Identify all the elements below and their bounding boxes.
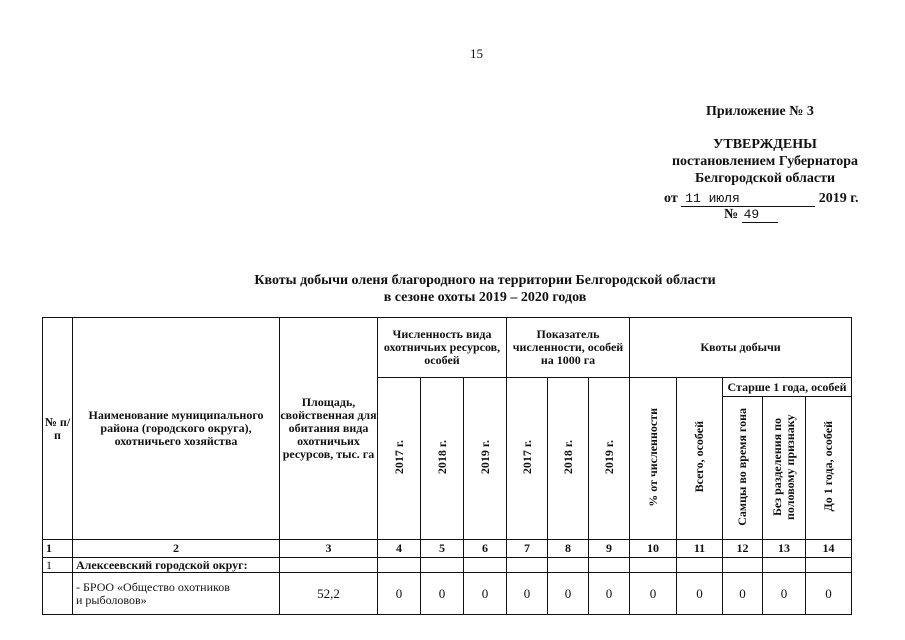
colnum-6: 6 <box>464 540 507 558</box>
header-males <box>723 397 763 540</box>
section-row <box>43 558 852 573</box>
date-suffix: 2019 г. <box>818 191 859 206</box>
colnum-14: 14 <box>806 540 852 558</box>
row-young: 0 <box>806 573 852 615</box>
header-row-1 <box>43 318 852 378</box>
header-density-group: Показатель численности, особей на 1000 га <box>507 318 630 378</box>
header-young-text: До 1 года, особей <box>821 421 835 512</box>
row-den-2019: 0 <box>589 573 630 615</box>
table-row <box>43 573 852 615</box>
quota-table <box>42 317 852 615</box>
row-name <box>73 573 280 615</box>
header-pop-2017 <box>378 378 421 540</box>
date-fill: 11 июля <box>681 191 815 207</box>
header-den-2018-text: 2018 г. <box>560 439 575 475</box>
colnum-4: 4 <box>378 540 421 558</box>
approval-number <box>724 207 778 223</box>
header-num: № п/п <box>43 318 73 540</box>
row-pct: 0 <box>630 573 677 615</box>
column-number-row <box>43 540 852 558</box>
approval-date <box>664 191 858 207</box>
row-pop-2019: 0 <box>464 573 507 615</box>
header-young <box>806 397 852 540</box>
header-pop-2018-text: 2018 г. <box>434 439 449 475</box>
colnum-13: 13 <box>763 540 806 558</box>
header-quota-group: Квоты добычи <box>630 318 852 378</box>
header-total <box>677 378 723 540</box>
header-nosex-text: Без разделения по половому признаку <box>770 413 797 520</box>
header-nosex <box>763 397 806 540</box>
row-name-line-2: и рыболовов» <box>76 592 147 607</box>
page-number: 15 <box>470 46 483 61</box>
row-pop-2017: 0 <box>378 573 421 615</box>
row-nosex: 0 <box>763 573 806 615</box>
colnum-11: 11 <box>677 540 723 558</box>
approval-line-3: Белгородской области <box>694 171 836 186</box>
number-fill: 49 <box>742 207 778 223</box>
header-den-2017-text: 2017 г. <box>519 439 534 475</box>
header-total-text: Всего, особей <box>692 421 706 493</box>
approval-heading: УТВЕРЖДЕНЫ <box>713 137 817 152</box>
colnum-3: 3 <box>280 540 378 558</box>
document-title <box>120 272 850 306</box>
row-name-line-1: - БРОО «Общество охотников <box>76 579 230 594</box>
header-den-2019 <box>589 378 630 540</box>
header-den-2017 <box>507 378 548 540</box>
header-den-2018 <box>548 378 589 540</box>
colnum-10: 10 <box>630 540 677 558</box>
row-den-2018: 0 <box>548 573 589 615</box>
title-line-2: в сезоне охоты 2019 – 2020 годов <box>383 290 587 305</box>
number-prefix: № <box>724 207 739 222</box>
header-older-group: Старше 1 года, особей <box>723 378 852 397</box>
row-den-2017: 0 <box>507 573 548 615</box>
header-pct <box>630 378 677 540</box>
header-pop-2019 <box>464 378 507 540</box>
header-name: Наименование муниципального района (городского округа), охотничьего хозяйства <box>73 318 280 540</box>
header-males-text: Самцы во время гона <box>735 407 749 526</box>
row-pop-2018: 0 <box>421 573 464 615</box>
title-line-1: Квоты добычи оленя благородного на территории Белгородской области <box>254 273 716 288</box>
colnum-7: 7 <box>507 540 548 558</box>
header-pop-2019-text: 2019 г. <box>477 439 492 475</box>
approval-line-2: постановлением Губернатора <box>671 154 859 169</box>
header-pop-2017-text: 2017 г. <box>391 439 406 475</box>
row-males: 0 <box>723 573 763 615</box>
section-name: Алексеевский городской округ: <box>73 558 280 573</box>
header-pct-text: % от численности <box>645 407 660 507</box>
row-total: 0 <box>677 573 723 615</box>
header-area: Площадь, свойственная для обитания вида охотничьих ресурсов, тыс. га <box>280 318 378 540</box>
section-num: 1 <box>43 558 73 573</box>
colnum-2: 2 <box>73 540 280 558</box>
row-area: 52,2 <box>280 573 378 615</box>
colnum-12: 12 <box>723 540 763 558</box>
appendix-label: Приложение № 3 <box>706 104 814 119</box>
header-pop-2018 <box>421 378 464 540</box>
header-den-2019-text: 2019 г. <box>601 439 616 475</box>
colnum-1: 1 <box>43 540 73 558</box>
header-population-group: Численность вида охотничьих ресурсов, особей <box>378 318 507 378</box>
date-prefix: от <box>664 191 678 206</box>
colnum-9: 9 <box>589 540 630 558</box>
colnum-8: 8 <box>548 540 589 558</box>
colnum-5: 5 <box>421 540 464 558</box>
approval-block <box>630 136 900 187</box>
